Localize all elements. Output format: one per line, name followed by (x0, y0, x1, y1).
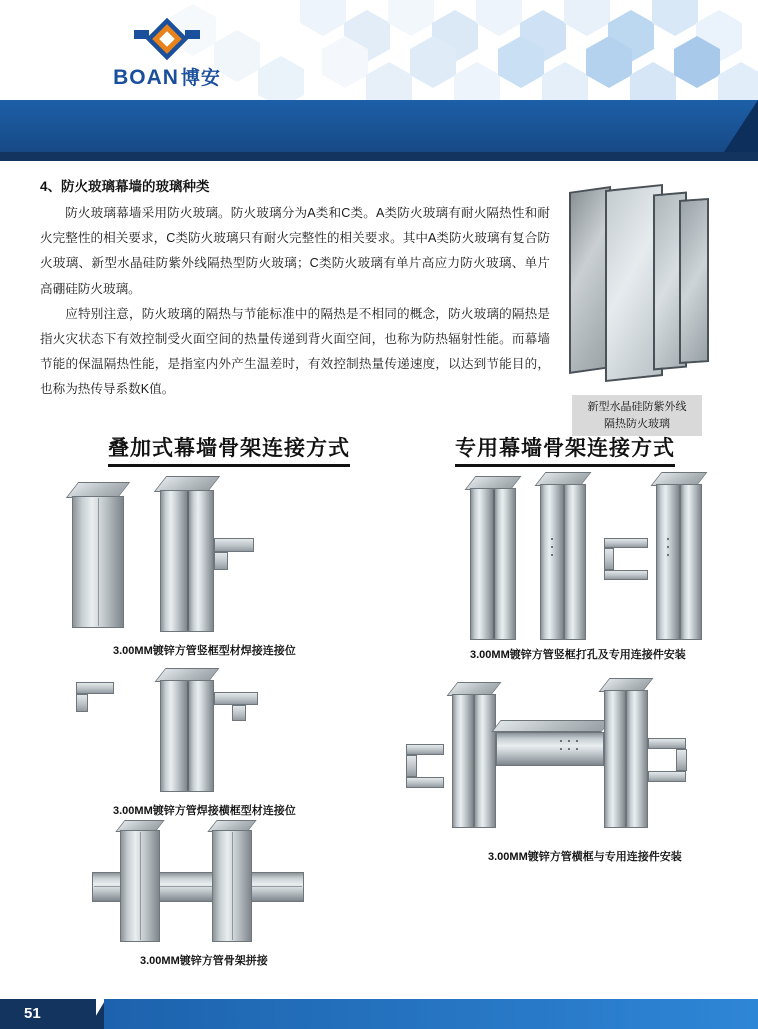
figure-caption-right-2: 3.00MM镀锌方管横框与专用连接件安装 (488, 851, 682, 863)
header-dark-rule (0, 152, 758, 161)
fire-glass-photo (565, 183, 717, 391)
logo-text (113, 63, 221, 90)
figure-caption-left-2: 3.00MM镀锌方管焊接横框型材连接位 (113, 805, 296, 817)
figure-caption-right-1: 3.00MM镀锌方管竖框打孔及专用连接件安装 (470, 649, 686, 661)
section-title: 4、防火玻璃幕墙的玻璃种类 (40, 179, 210, 194)
header-blue-band (0, 100, 758, 152)
page-header (0, 0, 758, 108)
footer-dark-block (0, 999, 96, 1029)
right-figure-heading (455, 432, 675, 467)
left-figure-heading (108, 432, 350, 467)
glass-caption-line-2: 隔热防火玻璃 (604, 417, 670, 430)
glass-pane-4 (679, 198, 709, 364)
page-number: 51 (24, 1005, 41, 1022)
company-logo (72, 18, 262, 96)
paragraph-2: 应特别注意，防火玻璃的隔热与节能标准中的隔热是不相同的概念，防火玻璃的隔热是指火灾状态下有效控制受火面空间的热量传递到背火面空间，也称为防热辐射性能。而幕墙节能的保温隔热性能，是指室内外产生温差时，有效控制热量传递速度，以达到节能目的，也称为热传导系数K值。 (40, 306, 550, 397)
article-content (0, 161, 758, 430)
left-figure-heading-text: 叠加式幕墙骨架连接方式 (108, 437, 350, 460)
paragraph-1: 防火玻璃幕墙采用防火玻璃。防火玻璃分为A类和C类。A类防火玻璃有耐火隔热性和耐火完整性的相关要求，C类防火玻璃只有耐火完整性的相关要求。其中A类防火玻璃有复合防火玻璃、新型水晶硅防紫外线隔热型防火玻璃；C类防火玻璃有单片高应力防火玻璃、单片高硼硅防火玻璃。 (40, 206, 550, 296)
left-heading-underline (108, 464, 350, 467)
logo-text-chinese: 博安 (180, 68, 221, 89)
glass-caption-line-1: 新型水晶硅防紫外线 (587, 401, 687, 413)
logo-mark-icon (134, 18, 200, 60)
figures-section (0, 420, 758, 990)
right-heading-underline (455, 464, 675, 467)
article-body (40, 201, 550, 403)
logo-text-latin: BOAN (113, 66, 179, 89)
page-footer (0, 989, 758, 1029)
figure-caption-left-1: 3.00MM镀锌方管竖框型材焊接连接位 (113, 645, 296, 657)
footer-blue-bar (104, 999, 758, 1029)
right-figure-heading-text: 专用幕墙骨架连接方式 (455, 437, 675, 460)
figure-caption-left-3: 3.00MM镀锌方管骨架拼接 (140, 955, 268, 967)
